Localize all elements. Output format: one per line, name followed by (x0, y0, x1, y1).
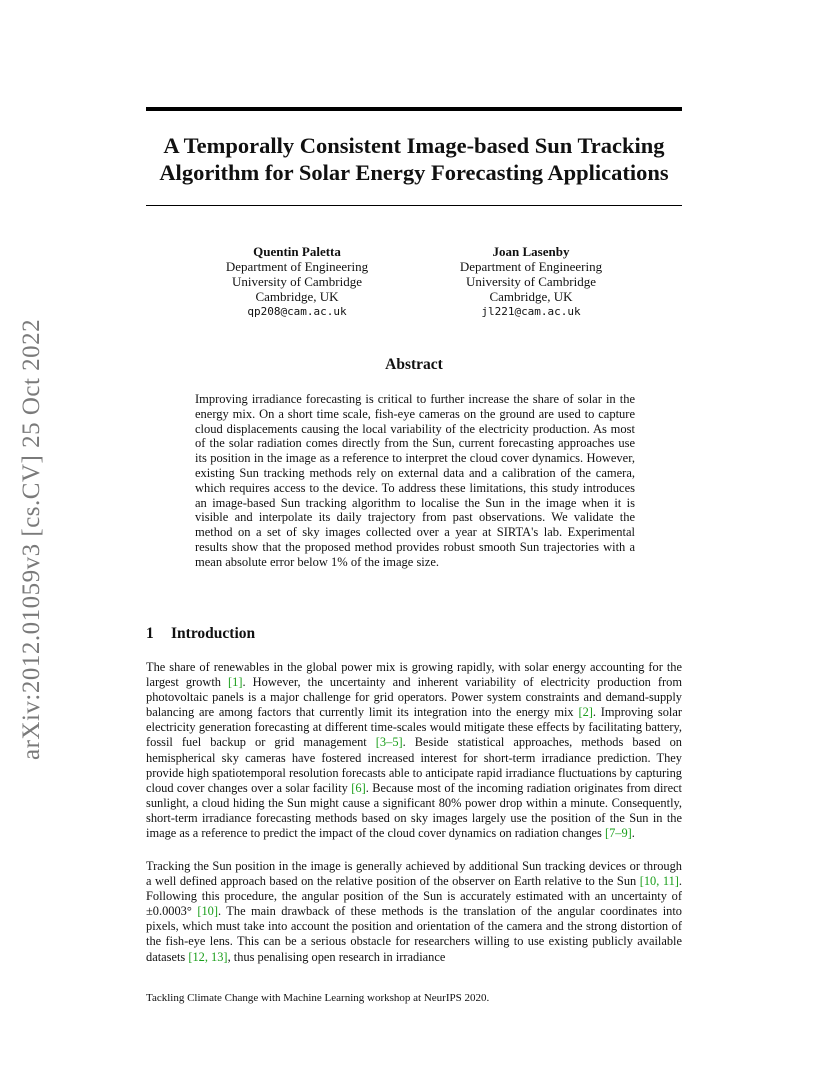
author-block-2 (431, 244, 631, 319)
section-heading (146, 625, 255, 643)
citation-link[interactable]: [3–5] (375, 735, 403, 750)
citation-link[interactable]: [10] (197, 904, 218, 919)
abstract-text: Improving irradiance forecasting is critical to further increase the share of solar in the energy mix. On a short time scale, fish-eye cameras on the ground are used to capture cloud displacements causing the local variability of the electricity production. As most of the solar radiation comes directly from the Sun, current forecasting approaches use its position in the image as a reference to interpret the cloud cover dynamics. However, existing Sun tracking methods rely on external data and a calibration of the camera, which requires access to the device. To address these limitations, this study introduces an image-based Sun tracking algorithm to localise the Sun in the image when it is visible and interpolate its daily trajectory from past observations. We validate the method on a set of sky images collected over a year at SIRTA's lab. Experimental results show that the proposed method provides robust smooth Sun trajectories with a mean absolute error below 1% of the image size. (195, 392, 635, 569)
text-run: . (631, 826, 635, 841)
workshop-footnote: Tackling Climate Change with Machine Learning workshop at NeurIPS 2020. (146, 992, 490, 1004)
author-city: Cambridge, UK (255, 289, 339, 304)
text-run: Tracking the Sun position in the image is generally achieved by additional Sun tracking devices or through a well defined approach based on the relative position of the observer on Earth relative to the Sun (146, 859, 682, 889)
title-rule-bottom (146, 205, 682, 206)
author-email[interactable]: qp208@cam.ac.uk (247, 305, 347, 318)
text-run: . Beside statistical approaches, methods based on hemispherical sky cameras have fostered increased interest for short-term irradiance prediction. They provide high spatiotemporal resolution forecasts able to anticipate rapid irradiance fluctuations by capturing cloud cover changes over a solar facility (146, 735, 682, 795)
citation-link[interactable]: [1] (228, 675, 243, 690)
author-dept: Department of Engineering (459, 259, 603, 274)
intro-paragraph-1 (146, 660, 682, 841)
citation-link[interactable]: [2] (578, 705, 593, 720)
author-city: Cambridge, UK (489, 289, 573, 304)
text-run: . Following this procedure, the angular position of the Sun is accurately estimated with an uncertainty of (146, 874, 682, 904)
text-run: . Because most of the incoming radiation originates from direct sunlight, a cloud hiding the Sun might cause a significant 80% power drop within a minute. Consequently, short-term irradiance forecasting methods based on sky images largely use the position of the Sun in the image as a reference to predict the impact of the cloud cover dynamics on radiation changes (146, 780, 683, 841)
author-block-1 (197, 244, 397, 319)
abstract-heading: Abstract (385, 356, 443, 373)
author-name: Joan Lasenby (492, 244, 570, 259)
math-uncertainty: ±0.0003° (146, 904, 192, 919)
author-univ: University of Cambridge (232, 274, 362, 289)
author-name: Quentin Paletta (253, 244, 341, 259)
section-number: 1 (146, 625, 154, 642)
author-dept: Department of Engineering (225, 259, 369, 274)
citation-link[interactable]: [10, 11] (639, 874, 679, 889)
text-run: The share of renewables in the global power mix is growing rapidly, with solar energy accounting for the largest growth (146, 660, 682, 690)
author-univ: University of Cambridge (466, 274, 596, 289)
text-run: , thus penalising open research in irradiance (227, 949, 446, 964)
intro-paragraph-2 (146, 859, 682, 965)
citation-link[interactable]: [7–9] (604, 826, 632, 841)
arxiv-stamp: arXiv:2012.01059v3 [cs.CV] 25 Oct 2022 (18, 318, 45, 760)
text-run: . However, the uncertainty and inherent variability of electricity production from photovoltaic panels is a major challenge for grid operators. Power system constraints and demand-supply balancing are among factors that currently limit its integration into the energy mix (146, 675, 682, 720)
paper-title: A Temporally Consistent Image-based Sun Tracking Algorithm for Solar Energy Forecasting Applications (159, 133, 669, 185)
section-title: Introduction (171, 625, 256, 642)
author-email[interactable]: jl221@cam.ac.uk (481, 305, 581, 318)
text-run: . Improving solar electricity generation forecasting at different time-scales would mitigate these effects by facilitating battery, fossil fuel backup or grid management (146, 705, 682, 750)
citation-link[interactable]: [6] (351, 780, 366, 795)
text-run: . The main drawback of these methods is the translation of the angular coordinates into pixels, which must take into account the position and orientation of the camera and the strong distortion of the fish-eye lens. This can be a serious obstacle for researchers willing to use existing publicly available datasets (146, 904, 682, 964)
citation-link[interactable]: [12, 13] (188, 949, 228, 964)
title-rule-top (146, 107, 682, 111)
